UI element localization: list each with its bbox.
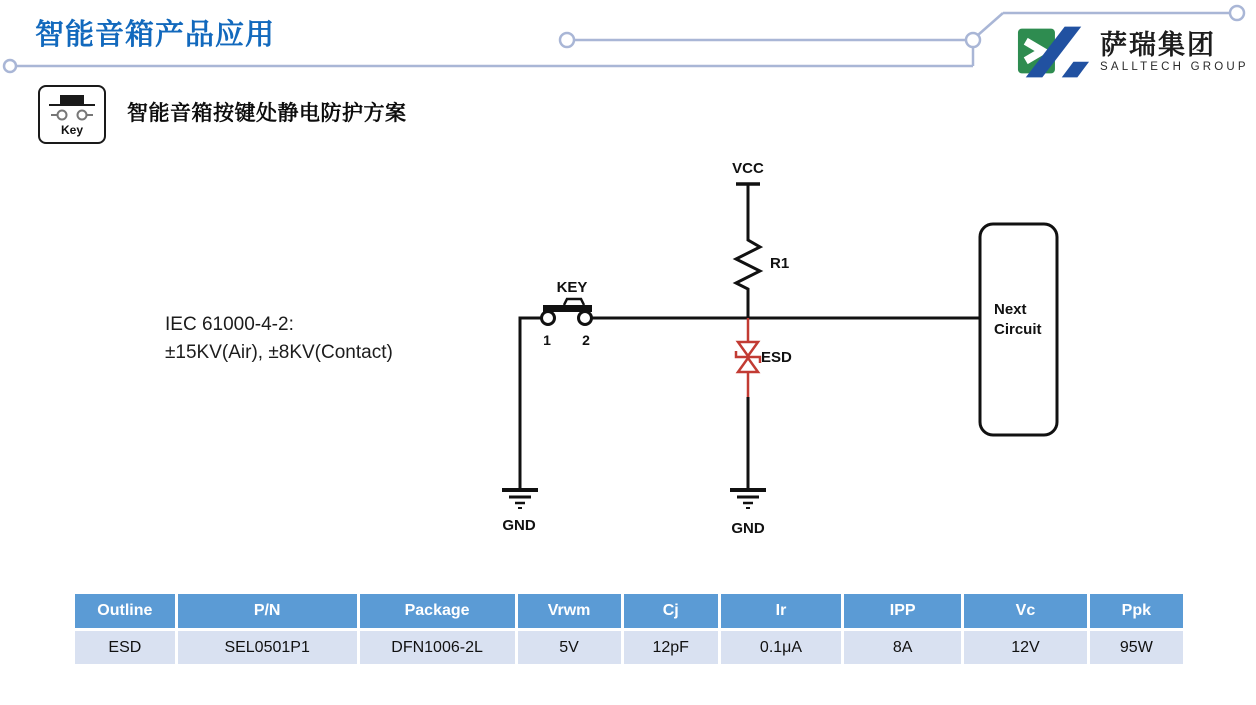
key-pin2-label: 2 [582, 332, 590, 348]
table-cell: SEL0501P1 [178, 631, 357, 664]
page-title: 智能音箱产品应用 [35, 19, 276, 51]
logo-text [1100, 30, 1249, 74]
next-circuit-label-line2: Circuit [994, 321, 1042, 338]
circuit-schematic [430, 140, 1070, 550]
company-logo [1016, 26, 1249, 78]
table-cell: ESD [75, 631, 175, 664]
next-circuit-block [980, 224, 1057, 435]
table-cell: 5V [518, 631, 621, 664]
resistor-r1-label: R1 [770, 255, 790, 272]
iec-standard-note [165, 311, 393, 367]
table-body [75, 631, 1183, 664]
gnd-left-label: GND [502, 517, 536, 534]
push-button-icon [45, 92, 99, 122]
table-cell: DFN1006-2L [360, 631, 515, 664]
table-header-cell: Package [360, 594, 515, 628]
gnd-symbol-right [730, 490, 766, 508]
table-cell: 95W [1090, 631, 1183, 664]
table-cell: 0.1μA [721, 631, 841, 664]
vcc-rail [736, 184, 760, 234]
vcc-label: VCC [732, 160, 764, 177]
table-header-cell: Ppk [1090, 594, 1183, 628]
table-header-cell: P/N [178, 594, 357, 628]
table-header-cell: IPP [844, 594, 961, 628]
esd-diode [736, 318, 760, 397]
resistor-r1 [736, 234, 760, 318]
key-icon-box [38, 85, 106, 144]
gnd-right-label: GND [731, 520, 765, 537]
table-header-cell: Vc [964, 594, 1086, 628]
table-header-cell: Vrwm [518, 594, 621, 628]
table-header-row [75, 594, 1183, 628]
logo-en-name: SALLTECH GROUP [1100, 61, 1249, 73]
key-pin1-label: 1 [543, 332, 551, 348]
table-cell: 8A [844, 631, 961, 664]
key-icon-label: Key [60, 123, 83, 137]
logo-mark-icon [1016, 26, 1090, 78]
iec-line1: IEC 61000-4-2: [165, 314, 294, 335]
next-circuit-label-line1: Next [994, 301, 1027, 318]
key-switch-label: KEY [556, 279, 588, 296]
table-header-cell: Ir [721, 594, 841, 628]
esd-diode-label: ESD [761, 349, 792, 366]
gnd-symbol-left [502, 490, 538, 508]
table-cell: 12pF [624, 631, 718, 664]
table-header-cell: Outline [75, 594, 175, 628]
spec-table [72, 591, 1186, 667]
table-header-cell: Cj [624, 594, 718, 628]
table-cell: 12V [964, 631, 1086, 664]
section-title: 智能音箱按键处静电防护方案 [127, 102, 407, 125]
logo-cn-name: 萨瑞集团 [1100, 30, 1216, 60]
iec-line2: ±15KV(Air), ±8KV(Contact) [165, 342, 393, 363]
key-switch [520, 299, 592, 490]
table-row [75, 631, 1183, 664]
